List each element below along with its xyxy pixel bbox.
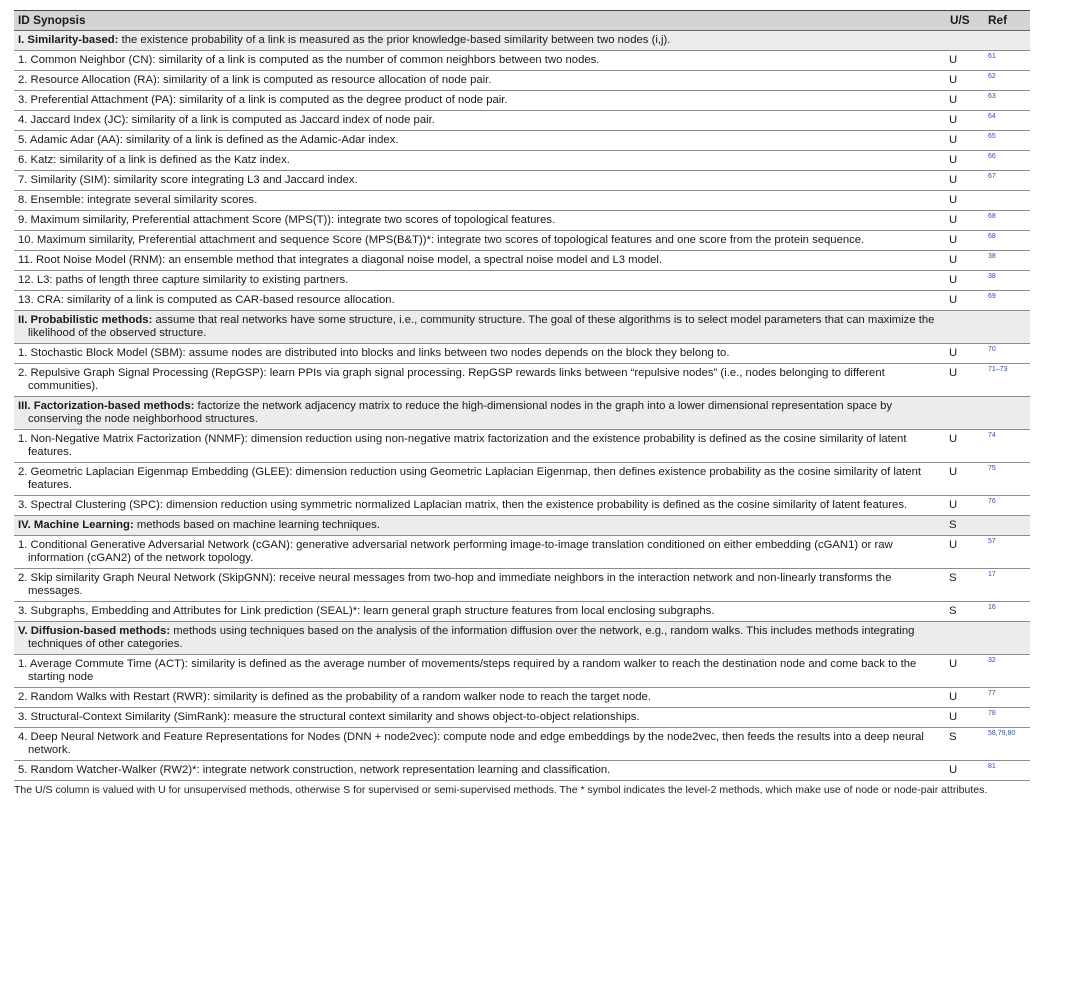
us-cell: U xyxy=(946,111,984,131)
synopsis-cell xyxy=(14,311,946,344)
synopsis-cell xyxy=(14,622,946,655)
synopsis-cell xyxy=(14,688,946,708)
table-body xyxy=(14,31,1030,781)
synopsis-cell xyxy=(14,191,946,211)
table-footnote: The U/S column is valued with U for unsupervised methods, otherwise S for supervised or semi-supervised methods. The * symbol indicates the level-2 methods, which make use of node or node-pair attributes. xyxy=(14,784,988,796)
us-cell xyxy=(946,311,984,344)
ref-cell xyxy=(984,31,1030,51)
table-row xyxy=(14,364,1030,397)
ref-cell: 17 xyxy=(984,569,1030,602)
us-cell: U xyxy=(946,364,984,397)
us-cell: U xyxy=(946,171,984,191)
synopsis-text: 4. Jaccard Index (JC): similarity of a link is computed as Jaccard index of node pair. xyxy=(18,114,435,126)
us-cell: S xyxy=(946,569,984,602)
category-description: factorize the network adjacency matrix to reduce the high-dimensional nodes in the graph into a lower dimensional representation space by conserving the node neighborhood structures. xyxy=(28,400,893,425)
synopsis-cell xyxy=(14,655,946,688)
us-cell: U xyxy=(946,536,984,569)
table-row xyxy=(14,602,1030,622)
category-row xyxy=(14,622,1030,655)
us-cell: U xyxy=(946,344,984,364)
us-cell xyxy=(946,31,984,51)
synopsis-text: 7. Similarity (SIM): similarity score integrating L3 and Jaccard index. xyxy=(18,174,358,186)
ref-cell xyxy=(984,311,1030,344)
ref-cell: 77 xyxy=(984,688,1030,708)
synopsis-text: 1. Non-Negative Matrix Factorization (NNMF): dimension reduction using non-negative matrix factorization and the existence probability is defined as the cosine similarity of latent features. xyxy=(18,433,907,458)
us-cell: S xyxy=(946,516,984,536)
synopsis-text: 2. Repulsive Graph Signal Processing (RepGSP): learn PPIs via graph signal processing. RepGSP rewards links between “repulsive nodes” (i.e., nodes belonging to different communities). xyxy=(18,367,885,392)
us-cell xyxy=(946,397,984,430)
category-title: III. Factorization-based methods: xyxy=(18,400,195,412)
us-cell: U xyxy=(946,251,984,271)
ref-cell xyxy=(984,622,1030,655)
synopsis-text: 2. Random Walks with Restart (RWR): similarity is defined as the probability of a random walker node to reach the target node. xyxy=(18,691,651,703)
ref-cell: 64 xyxy=(984,111,1030,131)
table-row xyxy=(14,211,1030,231)
methods-table xyxy=(14,10,1030,781)
synopsis-cell xyxy=(14,71,946,91)
header-ref: Ref xyxy=(984,11,1030,31)
ref-cell xyxy=(984,516,1030,536)
synopsis-cell xyxy=(14,31,946,51)
us-cell: U xyxy=(946,291,984,311)
synopsis-cell xyxy=(14,397,946,430)
synopsis-cell xyxy=(14,536,946,569)
ref-cell: 70 xyxy=(984,344,1030,364)
us-cell: U xyxy=(946,71,984,91)
us-cell: U xyxy=(946,231,984,251)
synopsis-text: 2. Skip similarity Graph Neural Network (SkipGNN): receive neural messages from two-hop and immediate neighbors in the interaction network and non-linearly transforms the messages. xyxy=(18,572,892,597)
category-title: V. Diffusion-based methods: xyxy=(18,625,171,637)
header-row xyxy=(14,11,1030,31)
synopsis-text: 5. Adamic Adar (AA): similarity of a link is defined as the Adamic-Adar index. xyxy=(18,134,399,146)
table-row xyxy=(14,291,1030,311)
header-synopsis: ID Synopsis xyxy=(14,11,946,31)
synopsis-cell xyxy=(14,211,946,231)
category-title: II. Probabilistic methods: xyxy=(18,314,153,326)
us-cell: U xyxy=(946,463,984,496)
synopsis-cell xyxy=(14,151,946,171)
synopsis-cell xyxy=(14,111,946,131)
synopsis-text: 3. Spectral Clustering (SPC): dimension reduction using symmetric normalized Laplacian matrix, then the existence probability is defined as the cosine similarity of latent features. xyxy=(18,499,908,511)
ref-cell: 69 xyxy=(984,291,1030,311)
synopsis-cell xyxy=(14,516,946,536)
table-row xyxy=(14,536,1030,569)
us-cell: U xyxy=(946,131,984,151)
table-row xyxy=(14,231,1030,251)
ref-cell: 61 xyxy=(984,51,1030,71)
synopsis-text: 4. Deep Neural Network and Feature Representations for Nodes (DNN + node2vec): compute node and edge embeddings by the node2vec, then feeds the results into a deep neural network. xyxy=(18,731,924,756)
synopsis-text: 10. Maximum similarity, Preferential attachment and sequence Score (MPS(B&T))*: integrate two scores of topological features and one score from the protein sequence. xyxy=(18,234,865,246)
us-cell: U xyxy=(946,51,984,71)
us-cell: U xyxy=(946,655,984,688)
us-cell: S xyxy=(946,728,984,761)
ref-cell: 38 xyxy=(984,251,1030,271)
ref-cell: 66 xyxy=(984,151,1030,171)
category-description: the existence probability of a link is measured as the prior knowledge-based similarity between two nodes (i,j). xyxy=(118,34,671,46)
synopsis-cell xyxy=(14,708,946,728)
table-row xyxy=(14,191,1030,211)
us-cell: U xyxy=(946,688,984,708)
synopsis-text: 1. Average Commute Time (ACT): similarity is defined as the average number of movements/steps required by a random walker to reach the destination node and come back to the starting node xyxy=(18,658,917,683)
synopsis-cell xyxy=(14,761,946,781)
us-cell: S xyxy=(946,602,984,622)
synopsis-text xyxy=(18,400,942,426)
table-row xyxy=(14,708,1030,728)
table-row xyxy=(14,496,1030,516)
table-row xyxy=(14,344,1030,364)
ref-cell: 16 xyxy=(984,602,1030,622)
ref-cell: 38 xyxy=(984,271,1030,291)
synopsis-text xyxy=(18,625,942,651)
us-cell: U xyxy=(946,191,984,211)
table-row xyxy=(14,569,1030,602)
table-row xyxy=(14,131,1030,151)
us-cell: U xyxy=(946,496,984,516)
category-description: methods using techniques based on the analysis of the information diffusion over the network, e.g., random walks. This includes methods integrating techniques of other categories. xyxy=(28,625,915,650)
ref-cell: 76 xyxy=(984,496,1030,516)
ref-cell: 65 xyxy=(984,131,1030,151)
synopsis-text: 1. Common Neighbor (CN): similarity of a link is computed as the number of common neighbors between two nodes. xyxy=(18,54,600,66)
synopsis-cell xyxy=(14,463,946,496)
table-row xyxy=(14,728,1030,761)
table-header xyxy=(14,11,1030,31)
synopsis-cell xyxy=(14,602,946,622)
synopsis-text: 3. Structural-Context Similarity (SimRank): measure the structural context similarity and shows object-to-object relationships. xyxy=(18,711,640,723)
synopsis-cell xyxy=(14,430,946,463)
synopsis-cell xyxy=(14,251,946,271)
table-row xyxy=(14,111,1030,131)
synopsis-text: 9. Maximum similarity, Preferential attachment Score (MPS(T)): integrate two scores of topological features. xyxy=(18,214,556,226)
synopsis-text: 3. Preferential Attachment (PA): similarity of a link is computed as the degree product of node pair. xyxy=(18,94,508,106)
ref-cell: 62 xyxy=(984,71,1030,91)
synopsis-text: 1. Stochastic Block Model (SBM): assume nodes are distributed into blocks and links between two nodes depends on the block they belong to. xyxy=(18,347,730,359)
synopsis-text: 5. Random Watcher-Walker (RW2)*: integrate network construction, network representation learning and classification. xyxy=(18,764,611,776)
table-row xyxy=(14,430,1030,463)
category-row xyxy=(14,311,1030,344)
synopsis-text xyxy=(18,34,942,47)
category-description: assume that real networks have some structure, i.e., community structure. The goal of these algorithms is to select model parameters that can maximize the likelihood of the observed structure. xyxy=(28,314,935,339)
synopsis-text xyxy=(18,314,942,340)
table-row xyxy=(14,151,1030,171)
us-cell: U xyxy=(946,91,984,111)
synopsis-cell xyxy=(14,364,946,397)
synopsis-cell xyxy=(14,271,946,291)
synopsis-cell xyxy=(14,344,946,364)
table-row xyxy=(14,91,1030,111)
table-row xyxy=(14,51,1030,71)
category-row xyxy=(14,397,1030,430)
synopsis-cell xyxy=(14,728,946,761)
table-row xyxy=(14,251,1030,271)
ref-cell: 58,79,80 xyxy=(984,728,1030,761)
table-row xyxy=(14,655,1030,688)
table-row xyxy=(14,171,1030,191)
us-cell: U xyxy=(946,430,984,463)
synopsis-cell xyxy=(14,171,946,191)
us-cell: U xyxy=(946,761,984,781)
table-row xyxy=(14,71,1030,91)
table-row xyxy=(14,688,1030,708)
methods-table-figure xyxy=(14,10,1030,797)
synopsis-text: 6. Katz: similarity of a link is defined as the Katz index. xyxy=(18,154,290,166)
synopsis-cell xyxy=(14,91,946,111)
table-row xyxy=(14,463,1030,496)
us-cell: U xyxy=(946,211,984,231)
synopsis-text: 1. Conditional Generative Adversarial Network (cGAN): generative adversarial network performing image-to-image translation conditioned on either embedding (cGAN1) or raw information (cGAN2) of the network topology. xyxy=(18,539,893,564)
table-row xyxy=(14,761,1030,781)
synopsis-text xyxy=(18,519,942,532)
synopsis-cell xyxy=(14,51,946,71)
ref-cell: 63 xyxy=(984,91,1030,111)
table-row xyxy=(14,271,1030,291)
synopsis-text: 3. Subgraphs, Embedding and Attributes for Link prediction (SEAL)*: learn general graph structure features from local enclosing subgraphs. xyxy=(18,605,715,617)
synopsis-text: 8. Ensemble: integrate several similarity scores. xyxy=(18,194,258,206)
synopsis-cell xyxy=(14,569,946,602)
category-title: I. Similarity-based: xyxy=(18,34,119,46)
category-row xyxy=(14,31,1030,51)
category-description: methods based on machine learning techniques. xyxy=(133,519,380,531)
ref-cell: 68 xyxy=(984,231,1030,251)
ref-cell: 78 xyxy=(984,708,1030,728)
synopsis-cell xyxy=(14,496,946,516)
ref-cell: 57 xyxy=(984,536,1030,569)
ref-cell: 81 xyxy=(984,761,1030,781)
ref-cell: 68 xyxy=(984,211,1030,231)
ref-cell: 74 xyxy=(984,430,1030,463)
synopsis-text: 2. Resource Allocation (RA): similarity of a link is computed as resource allocation of node pair. xyxy=(18,74,492,86)
ref-cell: 67 xyxy=(984,171,1030,191)
ref-cell: 75 xyxy=(984,463,1030,496)
synopsis-text: 13. CRA: similarity of a link is computed as CAR-based resource allocation. xyxy=(18,294,395,306)
category-title: IV. Machine Learning: xyxy=(18,519,134,531)
us-cell: U xyxy=(946,151,984,171)
synopsis-text: 11. Root Noise Model (RNM): an ensemble method that integrates a diagonal noise model, a spectral noise model and L3 model. xyxy=(18,254,663,266)
synopsis-cell xyxy=(14,131,946,151)
synopsis-cell xyxy=(14,231,946,251)
us-cell: U xyxy=(946,271,984,291)
header-us: U/S xyxy=(946,11,984,31)
ref-cell xyxy=(984,397,1030,430)
synopsis-text: 12. L3: paths of length three capture similarity to existing partners. xyxy=(18,274,349,286)
ref-cell: 32 xyxy=(984,655,1030,688)
synopsis-text: 2. Geometric Laplacian Eigenmap Embedding (GLEE): dimension reduction using Geometric Laplacian Eigenmap, then defines existence probability as the cosine similarity of latent features. xyxy=(18,466,921,491)
category-row xyxy=(14,516,1030,536)
us-cell: U xyxy=(946,708,984,728)
ref-cell xyxy=(984,191,1030,211)
synopsis-cell xyxy=(14,291,946,311)
ref-cell: 71–73 xyxy=(984,364,1030,397)
us-cell xyxy=(946,622,984,655)
